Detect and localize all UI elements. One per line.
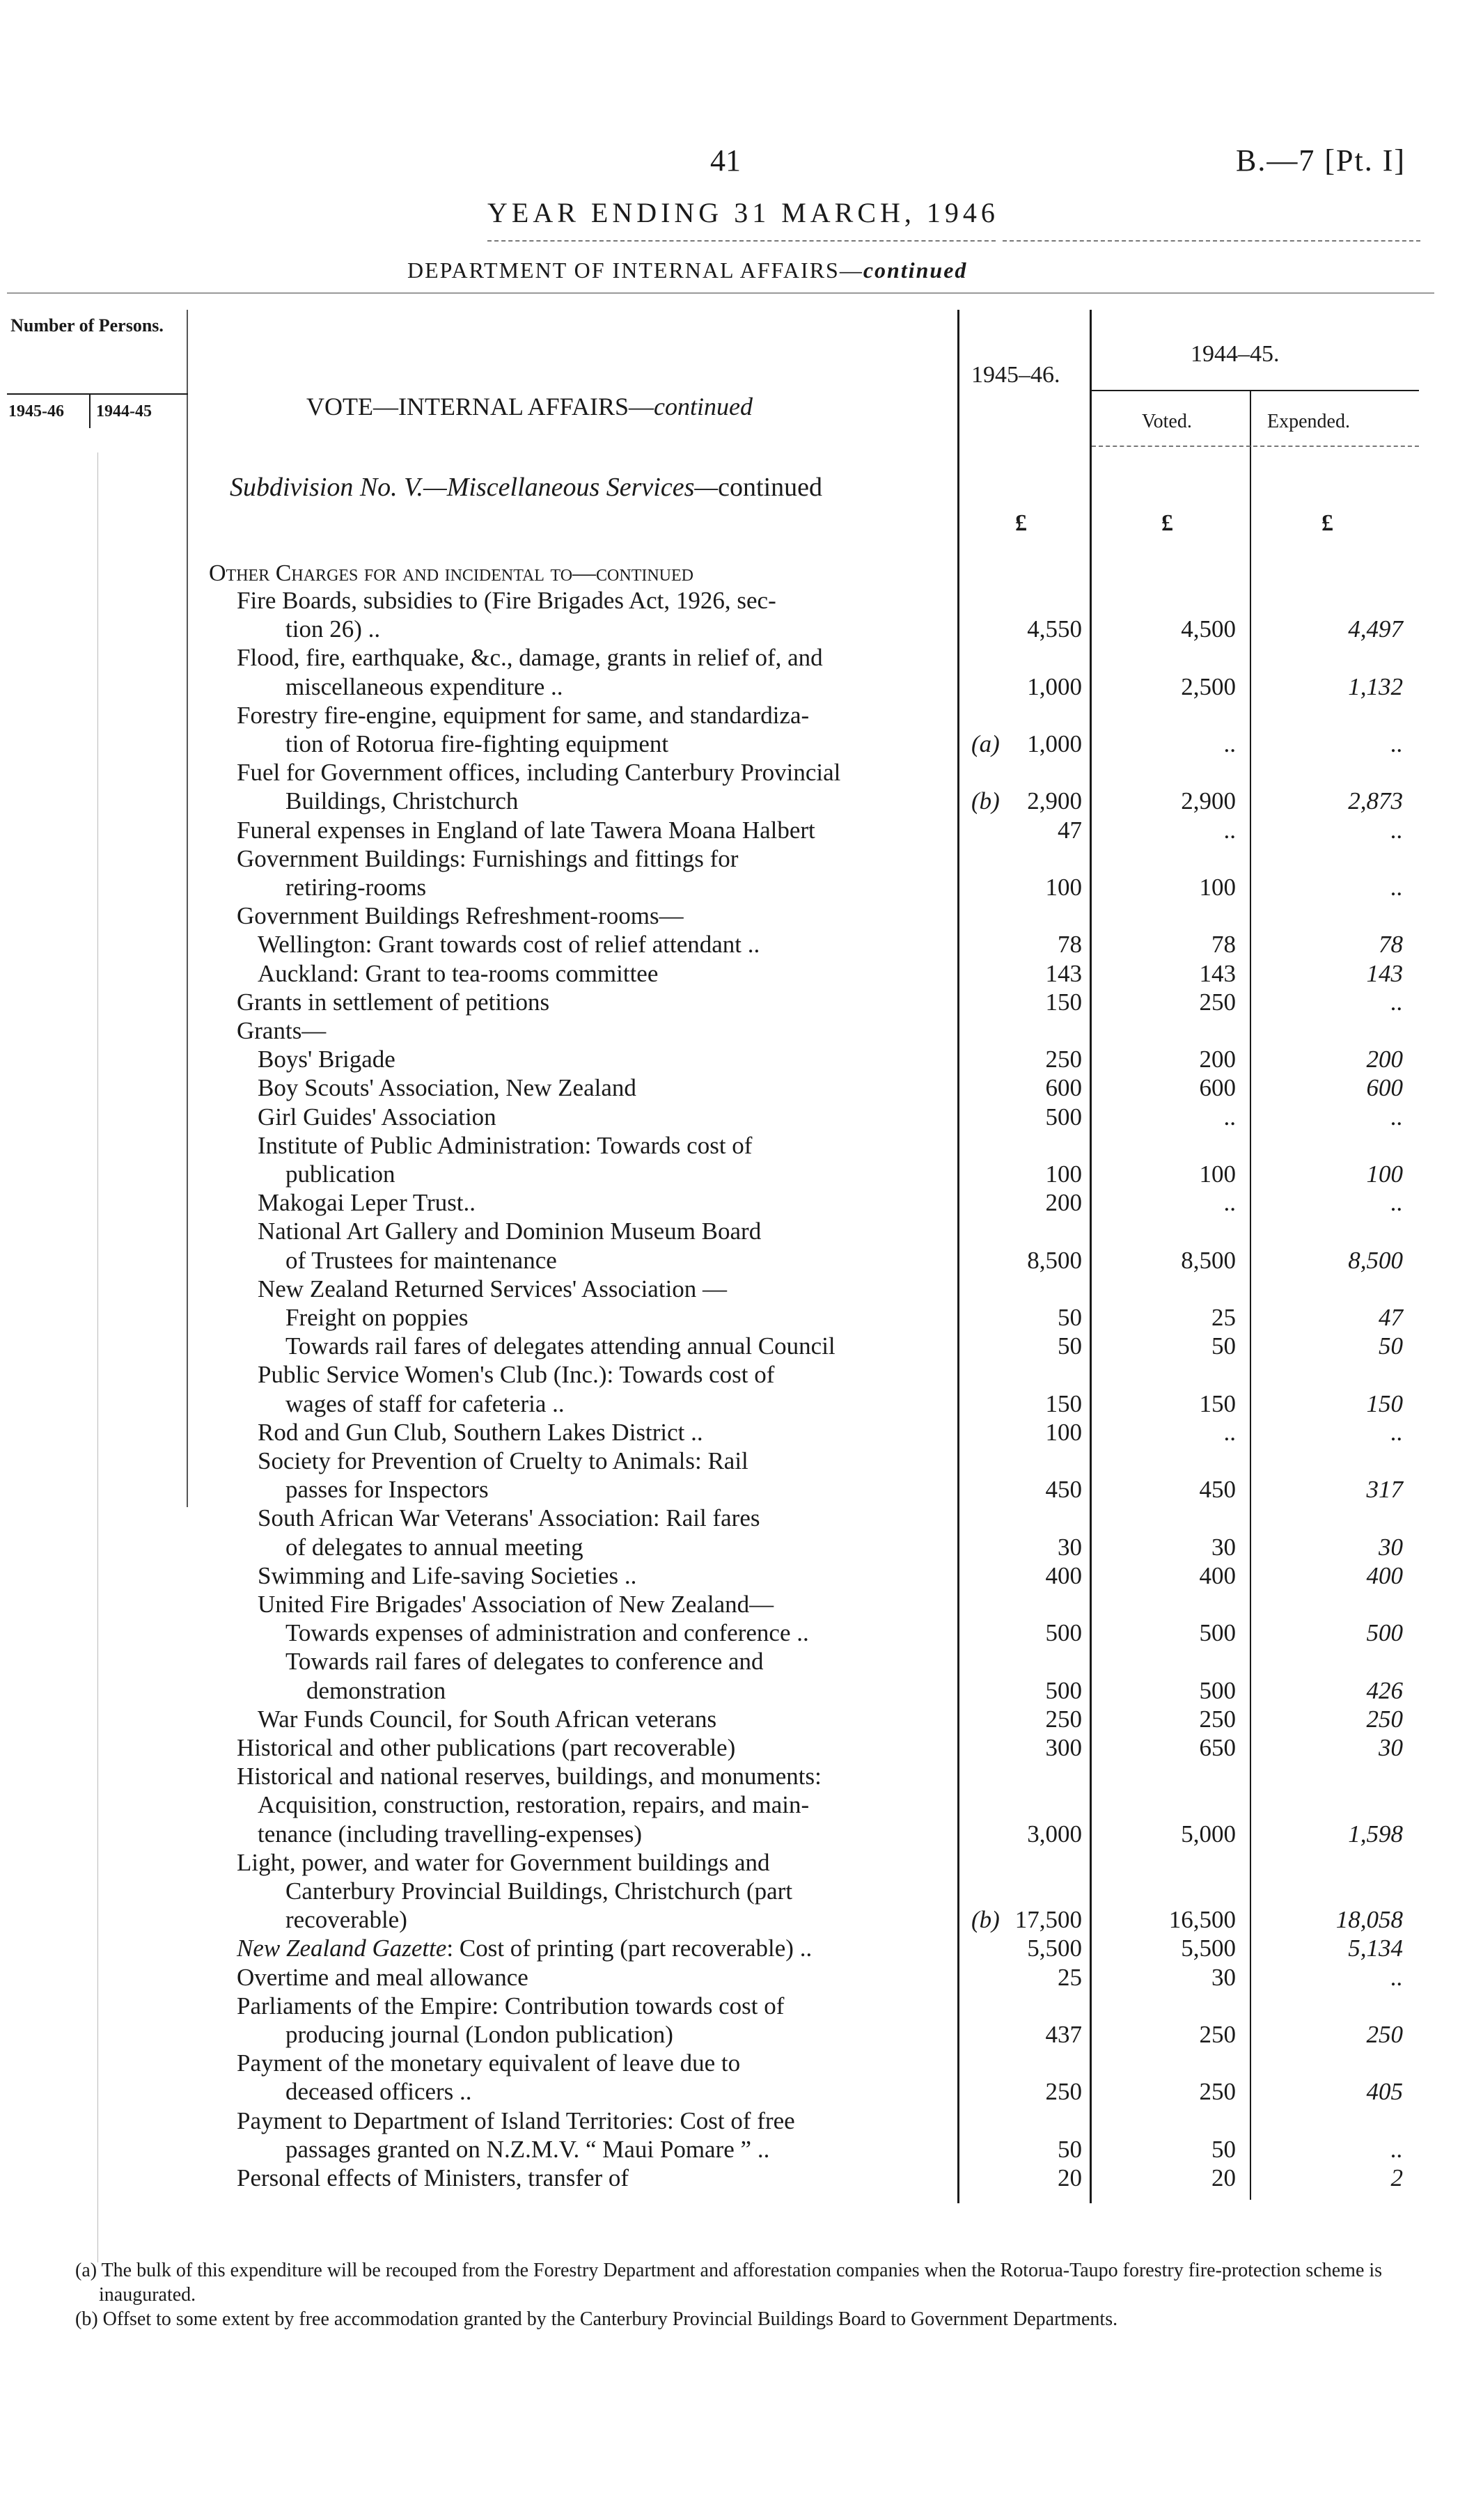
column-header-rule	[1092, 390, 1419, 391]
row-description: Girl Guides' Association	[258, 1103, 496, 1131]
value-1944-45-voted: 2,900	[1181, 787, 1236, 815]
table-row	[0, 588, 1467, 613]
value-1945-46: 100	[1045, 1418, 1082, 1446]
value-1945-46: 17,500	[1014, 1906, 1082, 1934]
table-row	[0, 1735, 1467, 1761]
value-1944-45-voted: ..	[1223, 1103, 1236, 1131]
row-description: Overtime and meal allowance	[237, 1963, 528, 1991]
table-row	[0, 2137, 1467, 2162]
pound-sign-voted: £	[1161, 510, 1173, 536]
value-1945-46: 50	[1058, 1304, 1082, 1331]
row-description: Government Buildings Refreshment-rooms—	[237, 902, 684, 930]
value-1945-46: 100	[1045, 1160, 1082, 1188]
table-row	[0, 1334, 1467, 1359]
table-row	[0, 1678, 1467, 1703]
footnote-marker: (a)	[971, 730, 1000, 757]
table-row	[0, 1965, 1467, 1990]
value-1945-46: 50	[1058, 1332, 1082, 1360]
value-1945-46: 1,000	[1027, 672, 1082, 700]
row-description: Towards expenses of administration and conference ..	[285, 1619, 809, 1647]
row-description: Fire Boards, subsidies to (Fire Brigades Act, 1926, sec-	[237, 587, 776, 614]
value-1944-45-expended: 30	[1379, 1734, 1403, 1761]
value-1944-45-expended: 2	[1390, 2164, 1403, 2191]
footnote-marker: (b)	[971, 1906, 1000, 1934]
value-1944-45-voted: ..	[1223, 1189, 1236, 1217]
value-1944-45-expended: 200	[1366, 1046, 1403, 1073]
row-description: tion of Rotorua fire-fighting equipment	[285, 730, 669, 757]
row-description: New Zealand Returned Services' Association —	[258, 1275, 728, 1302]
value-1944-45-expended: 500	[1366, 1619, 1403, 1647]
table-row	[0, 1561, 1467, 1589]
table-row	[0, 1936, 1467, 1961]
table-row	[0, 1707, 1467, 1732]
table-row	[0, 961, 1467, 986]
department-rule	[7, 292, 1434, 294]
value-1945-46: 500	[1045, 1103, 1082, 1131]
value-1944-45-voted: 20	[1211, 2164, 1236, 2191]
table-row	[0, 1907, 1467, 1932]
row-description: recoverable)	[285, 1906, 407, 1934]
table-row	[0, 1592, 1467, 1617]
persons-year-previous: 1944-45	[96, 402, 152, 420]
value-1945-46: 400	[1045, 1561, 1082, 1589]
row-description: Payment to Department of Island Territories: Cost of free	[237, 2106, 795, 2134]
row-description: Grants—	[237, 1017, 327, 1044]
value-1945-46: 3,000	[1027, 1820, 1082, 1848]
table-row	[0, 818, 1467, 843]
table-row	[0, 1850, 1467, 1875]
value-1945-46: 8,500	[1027, 1246, 1082, 1274]
row-description: passages granted on N.Z.M.V. “ Maui Pomare ” ..	[285, 2135, 770, 2163]
subdivision-heading: Subdivision No. V.—Miscellaneous Services—continued	[230, 473, 823, 502]
value-1945-46: 78	[1058, 931, 1082, 959]
table-row	[0, 1621, 1467, 1646]
value-1945-46: 5,500	[1027, 1935, 1082, 1962]
value-1944-45-voted: 250	[1199, 1705, 1236, 1733]
row-description: Auckland: Grant to tea-rooms committee	[258, 959, 659, 987]
table-row	[0, 1477, 1467, 1502]
page-number: 41	[710, 143, 741, 178]
table-row	[0, 1420, 1467, 1445]
footnote-marker: (b)	[971, 787, 1000, 815]
row-description: Light, power, and water for Government buildings and	[237, 1848, 770, 1876]
year-heading: YEAR ENDING 31 MARCH, 1946	[487, 197, 999, 228]
value-1944-45-expended: 100	[1366, 1160, 1403, 1188]
value-1945-46: 1,000	[1027, 730, 1082, 757]
value-1944-45-expended: 405	[1366, 2078, 1403, 2106]
value-1944-45-voted: 450	[1199, 1476, 1236, 1504]
table-row	[0, 645, 1467, 670]
table-row	[0, 904, 1467, 929]
table-row	[0, 2106, 1467, 2134]
value-1944-45-expended: ..	[1390, 1103, 1403, 1131]
value-1944-45-expended: ..	[1390, 1963, 1403, 1991]
table-row	[0, 2051, 1467, 2076]
value-1944-45-voted: 8,500	[1181, 1246, 1236, 1274]
table-row	[0, 1449, 1467, 1474]
row-description: South African War Veterans' Association: Rail fares	[258, 1504, 760, 1532]
footnote-a: (a) The bulk of this expenditure will be recouped from the Forestry Department and afforestation companies when the Rotorua-Taupo forestry fire-protection scheme is inaugurated.	[75, 2260, 1383, 2306]
value-1944-45-voted: 200	[1199, 1046, 1236, 1073]
row-description: Buildings, Christchurch	[285, 787, 519, 815]
value-1944-45-voted: 143	[1199, 959, 1236, 987]
footnotes	[75, 2258, 1384, 2331]
value-1944-45-voted: 16,500	[1168, 1906, 1236, 1934]
row-description: wages of staff for cafeteria ..	[285, 1389, 565, 1417]
value-1944-45-expended: 50	[1379, 1332, 1403, 1360]
value-1944-45-voted: 150	[1199, 1389, 1236, 1417]
row-description: tenance (including travelling-expenses)	[258, 1820, 643, 1848]
table-row	[0, 1133, 1467, 1158]
value-1944-45-expended: ..	[1390, 2135, 1403, 2163]
value-1945-46: 50	[1058, 2135, 1082, 2163]
value-1944-45-expended: 8,500	[1348, 1246, 1403, 1274]
table-row	[0, 732, 1467, 757]
persons-year-current: 1945-46	[8, 402, 64, 420]
value-1944-45-voted: 78	[1211, 931, 1236, 959]
value-1944-45-expended: ..	[1390, 1189, 1403, 1217]
value-1944-45-expended: 1,132	[1348, 672, 1403, 700]
table-row	[0, 1764, 1467, 1789]
year-rule-right	[1003, 240, 1420, 242]
table-row	[0, 1506, 1467, 1531]
row-description: Wellington: Grant towards cost of relief attendant ..	[258, 931, 760, 959]
document-reference: B.—7 [Pt. I]	[1236, 143, 1406, 178]
table-row	[0, 1105, 1467, 1130]
table-row	[0, 1047, 1467, 1072]
table-row	[0, 2079, 1467, 2104]
row-description: Fuel for Government offices, including Canterbury Provincial	[237, 759, 841, 787]
row-description: War Funds Council, for South African veterans	[258, 1705, 717, 1733]
value-1944-45-voted: ..	[1223, 1418, 1236, 1446]
row-description: Flood, fire, earthquake, &c., damage, grants in relief of, and	[237, 644, 823, 672]
department-heading: DEPARTMENT OF INTERNAL AFFAIRS—continued	[407, 258, 968, 283]
row-description: Towards rail fares of delegates to conference and	[285, 1648, 764, 1676]
value-1944-45-voted: 250	[1199, 2078, 1236, 2106]
value-1944-45-voted: 30	[1211, 1533, 1236, 1561]
value-1944-45-voted: ..	[1223, 730, 1236, 757]
value-1944-45-voted: 650	[1199, 1734, 1236, 1761]
value-1945-46: 4,550	[1027, 615, 1082, 643]
value-1944-45-voted: 100	[1199, 1160, 1236, 1188]
value-1945-46: 250	[1045, 1705, 1082, 1733]
row-description: demonstration	[306, 1676, 446, 1704]
table-row	[0, 1793, 1467, 1818]
persons-header-rule	[7, 393, 188, 395]
value-1944-45-expended: 5,134	[1348, 1935, 1403, 1962]
row-description: retiring-rooms	[285, 874, 427, 901]
row-description: Swimming and Life-saving Societies ..	[258, 1561, 637, 1589]
value-1944-45-expended: ..	[1390, 874, 1403, 901]
value-1945-46: 25	[1058, 1963, 1082, 1991]
vote-title: VOTE—INTERNAL AFFAIRS—continued	[306, 393, 753, 420]
number-of-persons-label: Number of Persons.	[10, 315, 164, 336]
row-description: Public Service Women's Club (Inc.): Towards cost of	[258, 1361, 775, 1389]
value-1944-45-expended: ..	[1390, 988, 1403, 1016]
row-description: of delegates to annual meeting	[285, 1533, 583, 1561]
value-1944-45-expended: 600	[1366, 1074, 1403, 1102]
row-description: Funeral expenses in England of late Tawera Moana Halbert	[237, 816, 815, 844]
value-1945-46: 20	[1058, 2164, 1082, 2191]
row-description: Forestry fire-engine, equipment for same, and standardiza-	[237, 701, 810, 729]
value-1945-46: 600	[1045, 1074, 1082, 1102]
table-row	[0, 1994, 1467, 2019]
value-1944-45-expended: 317	[1366, 1476, 1403, 1504]
table-row	[0, 789, 1467, 814]
table-row	[0, 875, 1467, 900]
value-1944-45-voted: 30	[1211, 1963, 1236, 1991]
row-description: of Trustees for maintenance	[285, 1246, 557, 1274]
section-heading: Other Charges for and incidental to—continued	[209, 560, 694, 586]
value-1945-46: 437	[1045, 2021, 1082, 2048]
value-1944-45-voted: 400	[1199, 1561, 1236, 1589]
value-1944-45-voted: 5,500	[1181, 1935, 1236, 1962]
row-description: Historical and national reserves, buildings, and monuments:	[237, 1763, 822, 1790]
value-1945-46: 100	[1045, 874, 1082, 901]
table-row	[0, 1076, 1467, 1101]
column-subheader-rule	[1092, 446, 1419, 447]
column-header-voted: Voted.	[1142, 411, 1192, 432]
value-1944-45-expended: 78	[1379, 931, 1403, 959]
table-row	[0, 760, 1467, 785]
table-row	[0, 1305, 1467, 1330]
row-description: Freight on poppies	[285, 1304, 469, 1331]
value-1945-46: 250	[1045, 1046, 1082, 1073]
value-1944-45-voted: 50	[1211, 2135, 1236, 2163]
table-row	[0, 2022, 1467, 2047]
value-1944-45-voted: 4,500	[1181, 615, 1236, 643]
value-1944-45-voted: 250	[1199, 2021, 1236, 2048]
row-description: Institute of Public Administration: Towards cost of	[258, 1131, 753, 1159]
value-1944-45-voted: 500	[1199, 1619, 1236, 1647]
value-1944-45-voted: 5,000	[1181, 1820, 1236, 1848]
table-row	[0, 990, 1467, 1015]
value-1944-45-expended: ..	[1390, 816, 1403, 844]
row-description: Parliaments of the Empire: Contribution towards cost of	[237, 1992, 785, 2019]
value-1945-46: 300	[1045, 1734, 1082, 1761]
column-header-1944: 1944–45.	[1191, 341, 1280, 367]
value-1944-45-expended: 1,598	[1348, 1820, 1403, 1848]
table-row	[0, 1219, 1467, 1244]
table-row	[0, 1362, 1467, 1387]
value-1944-45-expended: ..	[1390, 730, 1403, 757]
value-1945-46: 450	[1045, 1476, 1082, 1504]
value-1944-45-expended: 400	[1366, 1561, 1403, 1589]
row-description: Personal effects of Ministers, transfer of	[237, 2164, 629, 2191]
value-1944-45-expended: 47	[1379, 1304, 1403, 1331]
table-row	[0, 1277, 1467, 1302]
value-1945-46: 47	[1058, 816, 1082, 844]
row-description: New Zealand Gazette: Cost of printing (part recoverable) ..	[237, 1935, 813, 1962]
value-1945-46: 250	[1045, 2078, 1082, 2106]
value-1944-45-expended: 250	[1366, 2021, 1403, 2048]
table-row	[0, 703, 1467, 728]
row-description: Grants in settlement of petitions	[237, 988, 550, 1016]
persons-year-divider	[89, 393, 91, 428]
value-1944-45-voted: 100	[1199, 874, 1236, 901]
row-description: United Fire Brigades' Association of New Zealand—	[258, 1591, 774, 1618]
table-row	[0, 672, 1467, 700]
row-description: deceased officers ..	[285, 2078, 472, 2106]
value-1944-45-voted: ..	[1223, 816, 1236, 844]
pound-sign-expended: £	[1321, 510, 1333, 536]
table-row	[0, 617, 1467, 642]
table-row	[0, 1190, 1467, 1215]
value-1944-45-voted: 50	[1211, 1332, 1236, 1360]
table-row	[0, 1018, 1467, 1044]
value-1945-46: 200	[1045, 1189, 1082, 1217]
table-row	[0, 2166, 1467, 2191]
value-1944-45-expended: ..	[1390, 1418, 1403, 1446]
value-1944-45-expended: 426	[1366, 1676, 1403, 1704]
value-1945-46: 500	[1045, 1619, 1082, 1647]
value-1944-45-expended: 18,058	[1335, 1906, 1403, 1934]
footnote-b: (b) Offset to some extent by free accommodation granted by the Canterbury Provincial Buildings Board to Government Departments.	[75, 2308, 1118, 2330]
row-description: National Art Gallery and Dominion Museum Board	[258, 1218, 762, 1245]
column-header-expended: Expended.	[1267, 411, 1350, 432]
table-row	[0, 1822, 1467, 1847]
table-row	[0, 1248, 1467, 1273]
row-description: Government Buildings: Furnishings and fittings for	[237, 844, 739, 872]
value-1945-46: 150	[1045, 988, 1082, 1016]
value-1945-46: 30	[1058, 1533, 1082, 1561]
value-1944-45-voted: 250	[1199, 988, 1236, 1016]
value-1945-46: 2,900	[1027, 787, 1082, 815]
row-description: Boy Scouts' Association, New Zealand	[258, 1074, 636, 1102]
value-1944-45-expended: 150	[1366, 1389, 1403, 1417]
value-1944-45-expended: 143	[1366, 959, 1403, 987]
table-row	[0, 1389, 1467, 1417]
row-description: tion 26) ..	[285, 615, 381, 643]
value-1945-46: 150	[1045, 1389, 1082, 1417]
value-1944-45-expended: 250	[1366, 1705, 1403, 1733]
column-header-1945: 1945–46.	[971, 362, 1060, 388]
pound-sign-1945: £	[1015, 510, 1027, 536]
table-row	[0, 846, 1467, 872]
table-row	[0, 1649, 1467, 1674]
row-description: producing journal (London publication)	[285, 2021, 673, 2048]
row-description: passes for Inspectors	[285, 1476, 489, 1504]
row-description: Rod and Gun Club, Southern Lakes District ..	[258, 1418, 703, 1446]
value-1944-45-expended: 2,873	[1348, 787, 1403, 815]
row-description: Boys' Brigade	[258, 1046, 395, 1073]
value-1945-46: 500	[1045, 1676, 1082, 1704]
value-1944-45-expended: 30	[1379, 1533, 1403, 1561]
year-rule	[487, 240, 996, 242]
row-description: miscellaneous expenditure ..	[285, 672, 563, 700]
table-row	[0, 1162, 1467, 1187]
row-description: Canterbury Provincial Buildings, Christchurch (part	[285, 1877, 793, 1905]
value-1944-45-voted: 2,500	[1181, 672, 1236, 700]
row-description: Society for Prevention of Cruelty to Animals: Rail	[258, 1447, 748, 1474]
row-description: Historical and other publications (part recoverable)	[237, 1734, 736, 1761]
row-description: Payment of the monetary equivalent of leave due to	[237, 2049, 741, 2077]
value-1944-45-expended: 4,497	[1348, 615, 1403, 643]
row-description: publication	[285, 1160, 395, 1188]
value-1944-45-voted: 600	[1199, 1074, 1236, 1102]
value-1944-45-voted: 500	[1199, 1676, 1236, 1704]
table-row	[0, 1535, 1467, 1560]
table-row	[0, 1879, 1467, 1904]
value-1945-46: 143	[1045, 959, 1082, 987]
value-1944-45-voted: 25	[1211, 1304, 1236, 1331]
row-description: Acquisition, construction, restoration, repairs, and main-	[258, 1791, 810, 1819]
row-description: Makogai Leper Trust..	[258, 1189, 476, 1217]
row-description: Towards rail fares of delegates attending annual Council	[285, 1332, 836, 1360]
table-row	[0, 932, 1467, 957]
